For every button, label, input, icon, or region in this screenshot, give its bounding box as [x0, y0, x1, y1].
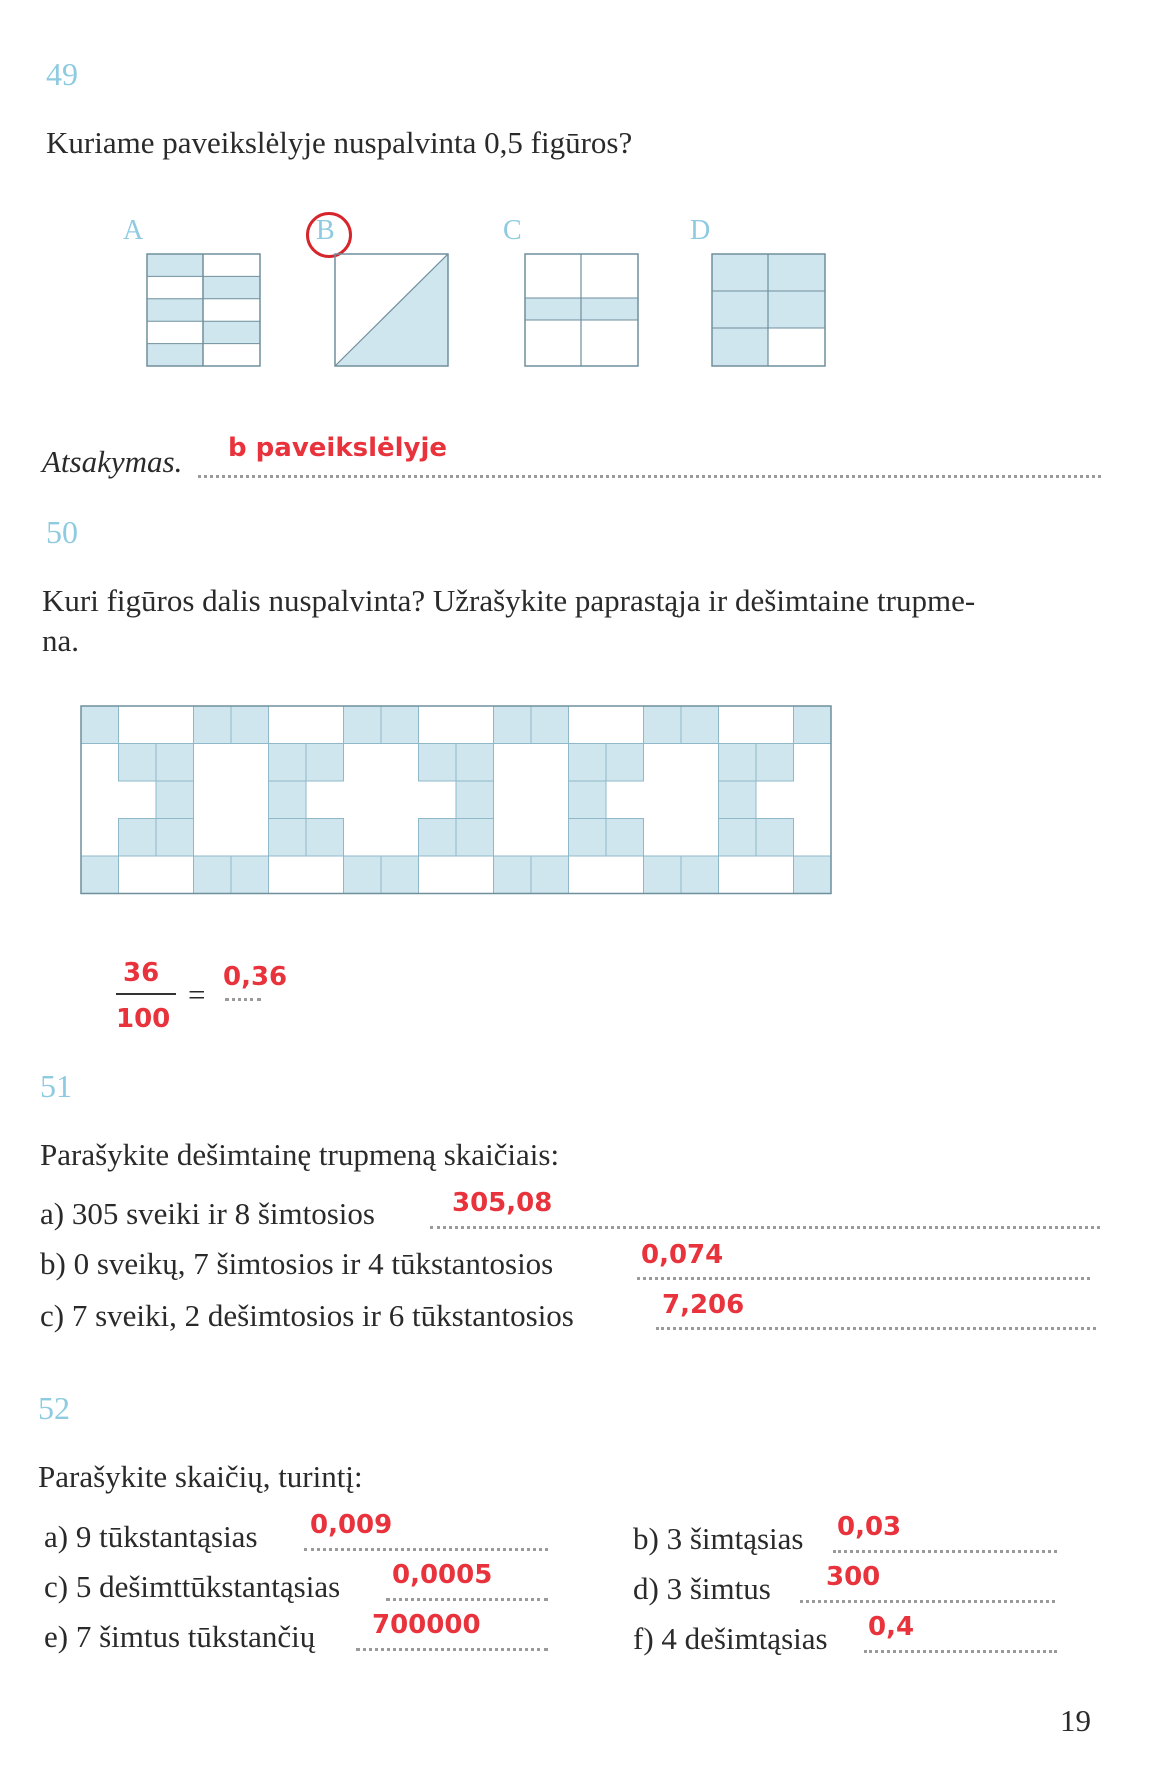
exercise-51-intro: Parašykite dešimtainę trupmeną skaičiais: — [40, 1137, 560, 1172]
figure-label-b: B — [316, 215, 335, 246]
shaded-cell — [81, 856, 119, 894]
exercise-number-49: 49 — [46, 56, 78, 92]
answer-49: b paveikslėlyje — [228, 433, 448, 463]
shaded-cell — [681, 856, 719, 894]
shaded-cell — [194, 706, 232, 744]
shaded-cell — [269, 781, 307, 819]
shaded-cell — [156, 781, 194, 819]
shaded-cell — [719, 819, 757, 857]
equals-sign: = — [188, 977, 206, 1012]
exercise-50-question-line2: na. — [42, 623, 80, 658]
shaded-cell — [269, 744, 307, 782]
answer-line-52-a — [304, 1548, 548, 1551]
shaded-cell — [81, 706, 119, 744]
figure-label-d: D — [690, 215, 711, 246]
shaded-cell — [119, 744, 157, 782]
shaded-cell — [606, 819, 644, 857]
exercise-51-item-c: c) 7 sveiki, 2 dešimtosios ir 6 tūkstantosios — [40, 1298, 574, 1333]
answer-line-52-c — [386, 1598, 548, 1601]
exercise-52-item-b: b) 3 šimtąsias — [633, 1521, 804, 1556]
shaded-cell — [456, 744, 494, 782]
exercise-52-intro: Parašykite skaičių, turintį: — [38, 1459, 363, 1494]
shaded-cell — [456, 781, 494, 819]
answer-line-51-b — [637, 1277, 1090, 1280]
shaded-cell — [719, 781, 757, 819]
fraction-bar — [116, 993, 176, 995]
shaded-cell — [269, 819, 307, 857]
shaded-cell — [794, 856, 832, 894]
shaded-cell — [719, 744, 757, 782]
exercise-52-item-d: d) 3 šimtus — [633, 1571, 771, 1606]
exercise-number-50: 50 — [46, 514, 78, 550]
shaded-cell — [569, 744, 607, 782]
shaded-cell — [156, 744, 194, 782]
exercise-number-52: 52 — [38, 1390, 70, 1426]
answer-52-b: 0,03 — [837, 1512, 902, 1542]
figure-label-a: A — [123, 215, 144, 246]
shaded-cell — [306, 819, 344, 857]
answer-51-b: 0,074 — [641, 1240, 724, 1270]
shaded-cell — [494, 856, 532, 894]
answer-52-c: 0,0005 — [392, 1560, 493, 1590]
figure-c — [524, 253, 640, 367]
answer-52-f: 0,4 — [868, 1612, 915, 1642]
fraction-denominator: 100 — [116, 1004, 171, 1034]
exercise-52-item-e: e) 7 šimtus tūkstančių — [44, 1619, 316, 1654]
shaded-cell — [194, 856, 232, 894]
shaded-cell — [494, 706, 532, 744]
exercise-51-item-a: a) 305 sveiki ir 8 šimtosios — [40, 1196, 375, 1231]
shaded-cell — [569, 781, 607, 819]
answer-line-51-a — [430, 1226, 1100, 1229]
shaded-cell — [569, 819, 607, 857]
answer-line-49 — [198, 475, 1101, 478]
exercise-50-question-line1: Kuri figūros dalis nuspalvinta? Užrašykite paprastąja ir dešimtaine trupme- — [42, 583, 976, 618]
shaded-cell — [306, 744, 344, 782]
exercise-52-item-a: a) 9 tūkstantąsias — [44, 1519, 258, 1554]
shaded-cell — [531, 856, 569, 894]
shaded-cell — [119, 819, 157, 857]
answer-line-52-d — [800, 1600, 1055, 1603]
shaded-cell — [531, 706, 569, 744]
shaded-cell — [344, 856, 382, 894]
answer-52-d: 300 — [826, 1562, 881, 1592]
shaded-cell — [419, 819, 457, 857]
decimal-line-50 — [225, 998, 261, 1001]
shaded-cell — [344, 706, 382, 744]
figure-d — [711, 253, 827, 367]
answer-label: Atsakymas. — [42, 444, 183, 479]
answer-line-52-f — [864, 1650, 1057, 1653]
shaded-cell — [381, 706, 419, 744]
shaded-cell — [156, 819, 194, 857]
answer-line-51-c — [656, 1327, 1096, 1330]
shaded-cell — [756, 744, 794, 782]
fraction-numerator: 36 — [123, 958, 160, 988]
shaded-cell — [644, 706, 682, 744]
answer-52-a: 0,009 — [310, 1510, 393, 1540]
shaded-pattern-figure — [80, 705, 840, 897]
answer-51-c: 7,206 — [662, 1290, 745, 1320]
decimal-answer-50: 0,36 — [223, 962, 288, 992]
shaded-cell — [381, 856, 419, 894]
shaded-cell — [606, 744, 644, 782]
shaded-cell — [456, 819, 494, 857]
shaded-cell — [644, 856, 682, 894]
shaded-cell — [231, 706, 269, 744]
exercise-52-item-f: f) 4 dešimtąsias — [633, 1621, 828, 1656]
shaded-cell — [419, 744, 457, 782]
shaded-cell — [794, 706, 832, 744]
shaded-cell — [681, 706, 719, 744]
answer-52-e: 700000 — [372, 1610, 481, 1640]
page-number: 19 — [1060, 1703, 1091, 1738]
answer-51-a: 305,08 — [452, 1188, 553, 1218]
figure-a — [146, 253, 262, 367]
exercise-52-item-c: c) 5 dešimttūkstantąsias — [44, 1569, 341, 1604]
shaded-cell — [231, 856, 269, 894]
figure-b — [334, 253, 450, 367]
shaded-cell — [756, 819, 794, 857]
exercise-49-question: Kuriame paveikslėlyje nuspalvinta 0,5 figūros? — [46, 125, 633, 160]
figure-label-c: C — [503, 215, 522, 246]
exercise-number-51: 51 — [40, 1068, 72, 1104]
answer-line-52-e — [356, 1648, 548, 1651]
exercise-51-item-b: b) 0 sveikų, 7 šimtosios ir 4 tūkstantosios — [40, 1246, 554, 1281]
answer-line-52-b — [833, 1550, 1057, 1553]
